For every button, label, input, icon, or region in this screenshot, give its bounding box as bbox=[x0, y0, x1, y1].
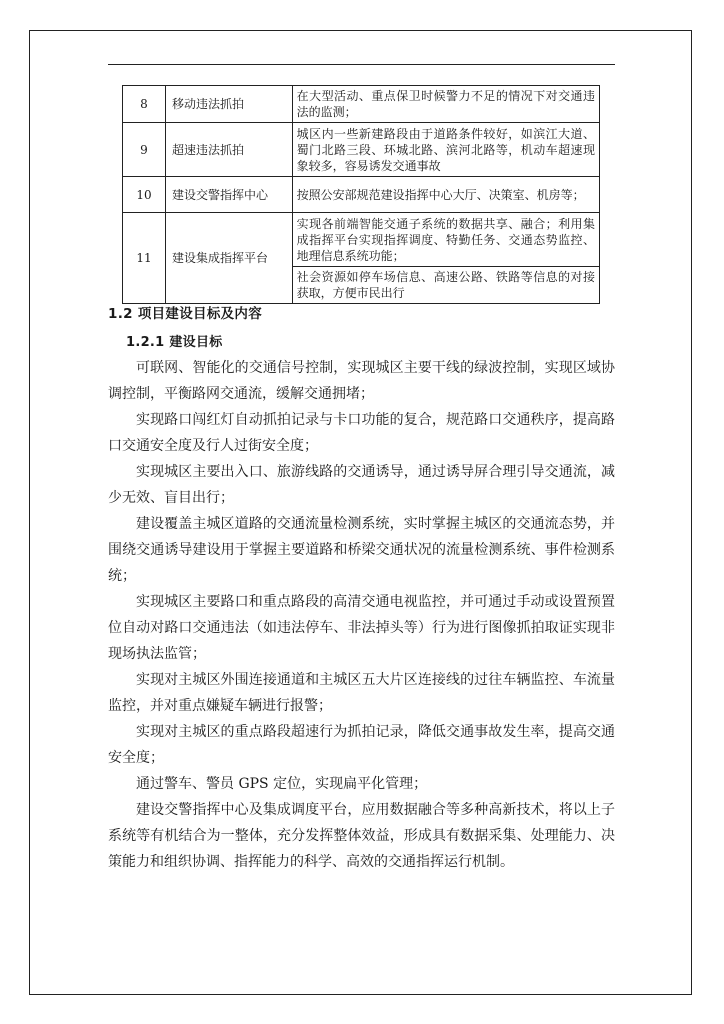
paragraph: 实现对主城区的重点路段超速行为抓拍记录，降低交通事故发生率，提高交通安全度； bbox=[108, 724, 615, 766]
paragraph: 实现城区主要出入口、旅游线路的交通诱导，通过诱导屏合理引导交通流，减少无效、盲目出行； bbox=[108, 464, 615, 506]
row-description: 实现各前端智能交通子系统的数据共享、融合；利用集成指挥平台实现指挥调度、特勤任务、交通态势监控、地理信息系统功能； bbox=[292, 213, 599, 267]
table-row bbox=[123, 213, 600, 267]
table-row bbox=[123, 86, 600, 123]
paragraph: 建设覆盖主城区道路的交通流量检测系统，实时掌握主城区的交通流态势，并围绕交通诱导建设用于掌握主要道路和桥梁交通状况的流量检测系统、事件检测系统； bbox=[108, 516, 615, 584]
paragraph: 通过警车、警员 GPS 定位，实现扁平化管理； bbox=[136, 776, 428, 792]
row-item-name: 建设交警指挥中心 bbox=[165, 177, 292, 213]
row-description: 在大型活动、重点保卫时候警力不足的情况下对交通违法的监测； bbox=[292, 86, 599, 123]
row-item-name: 建设集成指挥平台 bbox=[165, 213, 292, 304]
row-number: 9 bbox=[123, 123, 166, 177]
subsection-heading: 1.2.1 建设目标 bbox=[126, 335, 223, 350]
table-row bbox=[123, 123, 600, 177]
section-heading: 1.2 项目建设目标及内容 bbox=[108, 306, 263, 322]
row-number: 8 bbox=[123, 86, 166, 123]
body-text bbox=[108, 355, 615, 875]
row-number: 10 bbox=[123, 177, 166, 213]
row-description: 城区内一些新建路段由于道路条件较好，如滨江大道、蜀门北路三段、环城北路、滨河北路等，机动车超速现象较多，容易诱发交通事故 bbox=[292, 123, 599, 177]
paragraph: 实现城区主要路口和重点路段的高清交通电视监控，并可通过手动或设置预置位自动对路口交通违法（如违法停车、非法掉头等）行为进行图像抓拍取证实现非现场执法监管； bbox=[108, 594, 615, 662]
row-number: 11 bbox=[123, 213, 166, 304]
table-row bbox=[123, 177, 600, 213]
project-table bbox=[122, 85, 600, 304]
row-description: 按照公安部规范建设指挥中心大厅、决策室、机房等； bbox=[292, 177, 599, 213]
paragraph: 实现路口闯红灯自动抓拍记录与卡口功能的复合，规范路口交通秩序，提高路口交通安全度及行人过街安全度； bbox=[108, 412, 615, 454]
header-rule bbox=[108, 64, 615, 65]
paragraph: 实现对主城区外围连接通道和主城区五大片区连接线的过往车辆监控、车流量监控，并对重点嫌疑车辆进行报警； bbox=[108, 672, 615, 714]
row-item-name: 移动违法抓拍 bbox=[165, 86, 292, 123]
paragraph: 可联网、智能化的交通信号控制，实现城区主要干线的绿波控制，实现区域协调控制，平衡路网交通流，缓解交通拥堵； bbox=[108, 360, 615, 402]
paragraph: 建设交警指挥中心及集成调度平台，应用数据融合等多种高新技术，将以上子系统等有机结合为一整体，充分发挥整体效益，形成具有数据采集、处理能力、决策能力和组织协调、指挥能力的科学、高效的交通指挥运行机制。 bbox=[108, 802, 615, 870]
row-description: 社会资源如停车场信息、高速公路、铁路等信息的对接获取，方便市民出行 bbox=[292, 267, 599, 304]
row-item-name: 超速违法抓拍 bbox=[165, 123, 292, 177]
